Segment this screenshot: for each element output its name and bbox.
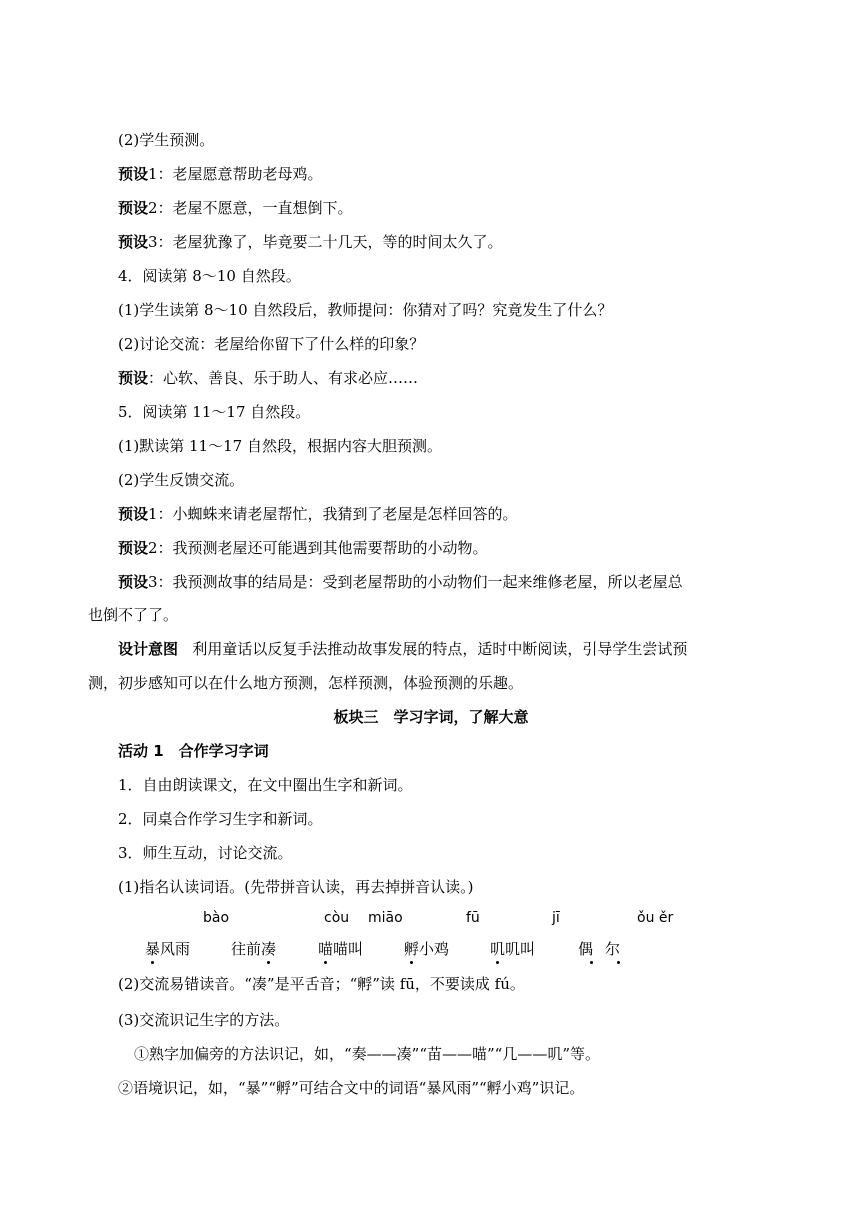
- preset-label: 预设: [118, 505, 149, 523]
- preset-text: 2：老屋不愿意，一直想倒下。: [148, 199, 353, 217]
- text-line: (1)学生读第 8～10 自然段后，教师提问：你猜对了吗？究竟发生了什么？: [118, 301, 613, 319]
- preset-text: 3：老屋犹豫了，毕竟要二十几天，等的时间太久了。: [148, 233, 503, 251]
- design-intent-label: 设计意图: [118, 640, 179, 658]
- preset-line: [118, 198, 780, 218]
- vocab-char: 暴: [145, 940, 161, 958]
- preset-line: [118, 232, 780, 252]
- vocab-char: 叽: [490, 940, 506, 958]
- vocab-char: 喵叫: [333, 940, 364, 958]
- preset-text: 1：小蜘蛛来请老屋帮忙，我猜到了老屋是怎样回答的。: [148, 505, 518, 523]
- preset-line: [118, 538, 780, 558]
- text-line-continued: 也倒不了了。: [88, 606, 179, 624]
- design-intent-line: [118, 639, 780, 659]
- vocab-char: 往前: [231, 940, 262, 958]
- pinyin: fū: [466, 910, 480, 926]
- preset-label: 预设: [118, 539, 149, 557]
- pinyin: bào: [203, 910, 230, 926]
- vocab-char: 孵: [404, 940, 420, 958]
- vocab-word: [490, 939, 535, 959]
- vocab-word: [404, 939, 449, 959]
- preset-text: 2：我预测老屋还可能遇到其他需要帮助的小动物。: [148, 539, 488, 557]
- preset-line: [118, 504, 780, 524]
- preset-label: 预设: [118, 165, 149, 183]
- vocab-word: [145, 939, 190, 959]
- preset-text: 3：我预测故事的结局是：受到老屋帮助的小动物们一起来维修老屋，所以老屋总: [148, 573, 683, 591]
- pinyin: còu: [324, 910, 350, 926]
- text-line: (2)交流易错读音。“凑”是平舌音；“孵”读 fū，不要读成 fú。: [118, 975, 525, 993]
- text-line: (1)默读第 11～17 自然段，根据内容大胆预测。: [118, 437, 442, 455]
- vocab-char: 凑: [261, 940, 277, 958]
- preset-label: 预设: [118, 199, 149, 217]
- pinyin: ǒu ěr: [637, 910, 674, 926]
- text-line: (2)学生反馈交流。: [118, 471, 245, 489]
- vocab-word: [231, 939, 276, 959]
- vocab-word: [578, 939, 632, 959]
- vocab-char: 尔: [605, 940, 633, 958]
- text-line: (3)交流识记生字的方法。: [118, 1011, 290, 1029]
- vocab-char: 喵: [318, 940, 334, 958]
- vocab-char: 小鸡: [419, 940, 450, 958]
- section-title: 板块三 学习字词，了解大意: [333, 708, 529, 726]
- text-line: 4．阅读第 8～10 自然段。: [118, 267, 301, 285]
- preset-line: [118, 368, 780, 388]
- preset-text: 1：老屋愿意帮助老母鸡。: [148, 165, 323, 183]
- preset-label: 预设: [118, 233, 149, 251]
- text-line: 2．同桌合作学习生字和新词。: [118, 810, 323, 828]
- pinyin: miāo: [368, 910, 403, 926]
- preset-line: [118, 164, 780, 184]
- text-line: 1．自由朗读课文，在文中圈出生字和新词。: [118, 776, 413, 794]
- vocab-char: 风雨: [160, 940, 191, 958]
- preset-label: 预设: [118, 573, 149, 591]
- vocab-char: 叽叫: [505, 940, 536, 958]
- text-line: (2)讨论交流：老屋给你留下了什么样的印象？: [118, 335, 425, 353]
- preset-line: [118, 572, 780, 592]
- design-intent-text: 利用童话以反复手法推动故事发展的特点，适时中断阅读，引导学生尝试预: [192, 640, 688, 658]
- text-line: ①熟字加偏旁的方法识记，如，“奏——凑”“苗——喵”“几——叽”等。: [134, 1045, 601, 1063]
- vocab-word: [318, 939, 363, 959]
- text-line: 5．阅读第 11～17 自然段。: [118, 403, 311, 421]
- text-line: (1)指名认读词语。(先带拼音认读，再去掉拼音认读。): [118, 878, 474, 896]
- text-line: (2)学生预测。: [118, 131, 215, 149]
- preset-label: 预设: [118, 369, 149, 387]
- activity-title: 活动 1 合作学习字词: [118, 742, 269, 760]
- pinyin: jī: [552, 910, 560, 926]
- vocab-char: 偶: [578, 940, 606, 958]
- text-line: ②语境识记，如，“暴”“孵”可结合文中的词语“暴风雨”“孵小鸡”识记。: [118, 1079, 585, 1097]
- preset-text: ：心软、善良、乐于助人、有求必应……: [148, 369, 419, 387]
- text-line-continued: 测，初步感知可以在什么地方预测，怎样预测，体验预测的乐趣。: [88, 674, 524, 692]
- text-line: 3．师生互动，讨论交流。: [118, 844, 293, 862]
